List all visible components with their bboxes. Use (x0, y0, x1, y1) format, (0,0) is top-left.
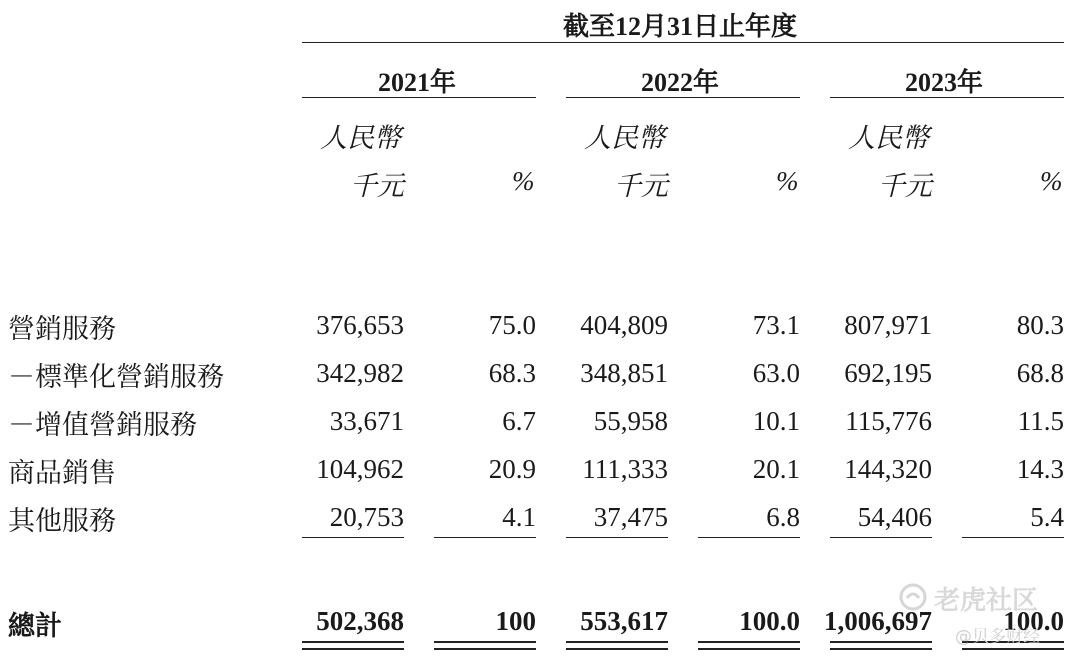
subtotal-rule (566, 537, 668, 538)
subtotal-rule (302, 537, 404, 538)
total-cell: 100.0 (739, 606, 800, 636)
table-cell: 692,195 (844, 358, 932, 388)
year-2021-header: 2021年 (378, 68, 457, 97)
table-cell: 6.8 (766, 502, 800, 532)
currency-label: 人民幣 (848, 123, 929, 153)
subtotal-rule (830, 537, 932, 538)
subtotal-rule (698, 537, 800, 538)
table-cell: 20.1 (752, 454, 800, 484)
percent-unit-label: % (512, 166, 535, 196)
year-rule-2022 (566, 97, 800, 98)
currency-label: 人民幣 (584, 123, 665, 153)
watermark-subtext: @贝多财经 (955, 627, 1040, 647)
total-double-rule (698, 641, 800, 650)
table-cell: 5.4 (1030, 502, 1064, 532)
percent-unit-label: % (776, 166, 799, 196)
total-double-rule (434, 641, 536, 650)
total-label: 總計 (8, 611, 62, 641)
table-cell: 376,653 (316, 310, 404, 340)
amount-unit-label: 千元 (878, 171, 932, 201)
period-rule (302, 42, 1064, 43)
year-2022-header: 2022年 (641, 68, 720, 97)
table-cell: 20.9 (488, 454, 536, 484)
table-cell: 111,333 (582, 454, 668, 484)
tiger-logo-icon (898, 582, 928, 612)
year-rule-2021 (302, 97, 536, 98)
total-cell: 502,368 (316, 606, 404, 636)
row-label: －標準化營銷服務 (8, 362, 224, 392)
percent-unit-label: % (1040, 166, 1063, 196)
table-cell: 4.1 (502, 502, 536, 532)
row-label: 其他服務 (8, 506, 116, 536)
table-cell: 20,753 (329, 502, 404, 532)
total-double-rule (830, 641, 932, 650)
table-cell: 11.5 (1017, 406, 1064, 436)
amount-unit-label: 千元 (350, 171, 404, 201)
row-label: 商品銷售 (8, 458, 116, 488)
table-cell: 144,320 (844, 454, 932, 484)
total-cell: 1,006,697 (824, 606, 932, 636)
table-cell: 807,971 (844, 310, 932, 340)
total-double-rule (566, 641, 668, 650)
table-cell: 54,406 (857, 502, 932, 532)
row-label: 營銷服務 (8, 314, 116, 344)
table-cell: 68.3 (488, 358, 536, 388)
total-cell: 553,617 (580, 606, 668, 636)
total-cell: 100 (495, 606, 536, 636)
currency-label: 人民幣 (320, 123, 401, 153)
table-cell: 73.1 (752, 310, 800, 340)
table-cell: 55,958 (593, 406, 668, 436)
table-cell: 348,851 (580, 358, 668, 388)
table-cell: 14.3 (1016, 454, 1064, 484)
table-cell: 6.7 (502, 406, 536, 436)
year-rule-2023 (830, 97, 1064, 98)
table-cell: 342,982 (316, 358, 404, 388)
table-cell: 63.0 (752, 358, 800, 388)
subtotal-rule (962, 537, 1064, 538)
table-cell: 10.1 (752, 406, 800, 436)
watermark-text: 老虎社区 (934, 586, 1039, 616)
row-label: －增值營銷服務 (8, 410, 197, 440)
year-2023-header: 2023年 (905, 68, 984, 97)
table-cell: 33,671 (329, 406, 404, 436)
table-cell: 75.0 (488, 310, 536, 340)
table-cell: 68.8 (1016, 358, 1064, 388)
table-cell: 404,809 (580, 310, 668, 340)
subtotal-rule (434, 537, 536, 538)
total-double-rule (302, 641, 404, 650)
period-header: 截至12月31日止年度 (563, 12, 798, 41)
amount-unit-label: 千元 (614, 171, 668, 201)
table-cell: 115,776 (845, 406, 932, 436)
table-cell: 37,475 (593, 502, 668, 532)
table-cell: 104,962 (316, 454, 404, 484)
table-cell: 80.3 (1016, 310, 1064, 340)
total-cell: 100.0 (1003, 606, 1064, 636)
